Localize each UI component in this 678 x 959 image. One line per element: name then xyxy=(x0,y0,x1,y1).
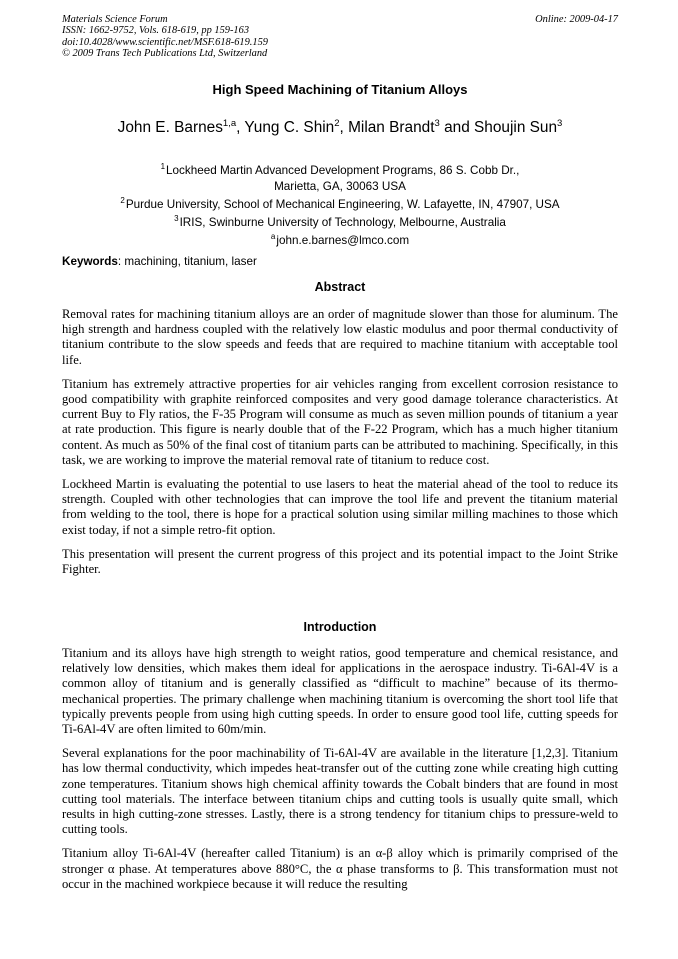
author-name: Yung C. Shin xyxy=(244,119,335,136)
introduction-paragraph: Titanium alloy Ti-6Al-4V (hereafter called Titanium) is an α-β alloy which is primarily comprised of the stronger α phase. At temperatures above 880°C, the α phase transforms to β. This transformation must not occur in the machined workpiece because it will reduce the resulting xyxy=(62,846,618,891)
author-name: Shoujin Sun xyxy=(474,119,558,136)
abstract-heading: Abstract xyxy=(314,280,366,294)
doi-line: doi:10.4028/www.scientific.net/MSF.618-619.159 xyxy=(62,36,268,48)
author-separator: , xyxy=(339,119,349,136)
affiliation-line xyxy=(62,215,618,231)
author-superscript: 1,a xyxy=(222,118,237,129)
keywords-value: : machining, titanium, laser xyxy=(117,255,257,268)
online-date: Online: 2009-04-17 xyxy=(535,14,618,25)
abstract-body xyxy=(62,307,618,586)
affiliation-line xyxy=(62,163,618,179)
affiliation-superscript: 1 xyxy=(160,162,166,171)
affiliation-text: Purdue University, School of Mechanical Engineering, W. Lafayette, IN, 47907, USA xyxy=(125,198,560,211)
copyright-line: © 2009 Trans Tech Publications Ltd, Switzerland xyxy=(62,48,268,60)
affiliation-line xyxy=(62,197,618,213)
affiliation-superscript: 3 xyxy=(174,214,179,223)
author-name: John E. Barnes xyxy=(117,119,223,136)
affiliation-line xyxy=(62,233,618,249)
author-list xyxy=(62,119,618,137)
abstract-paragraph: Lockheed Martin is evaluating the potential to use lasers to heat the material ahead of the tool to reduce its strength. Coupled with other technologies that can improve the tool life and prevent the titanium material from welding to the tool, there is hope for a practical solution using similar milling machines to those which exist today, if not a simple retro-fit option. xyxy=(62,477,618,537)
author-separator: and xyxy=(439,119,475,136)
email-text: john.e.barnes@lmco.com xyxy=(276,234,410,247)
affiliation-text: Marietta, GA, 30063 USA xyxy=(274,180,406,193)
affiliations xyxy=(62,163,618,249)
keywords-line xyxy=(62,255,618,268)
affiliation-superscript: a xyxy=(270,232,276,241)
author-superscript: 3 xyxy=(434,118,440,129)
keywords-label: Keywords xyxy=(62,255,118,268)
introduction-paragraph: Several explanations for the poor machinability of Ti-6Al-4V are available in the literature [1,2,3]. Titanium has low thermal conductivity, which impedes heat-transfer out of the cutting zone while creating high cutting zone temperatures. Titanium shows high chemical affinity towards the Cobalt binders that are found in most cutting tool materials. The interface between titanium chips and cutting tools is usually quite small, which results in high cutting-zone stresses. Lastly, there is a strong tendency for titanium chips to pressure-weld to cutting tools. xyxy=(62,746,618,837)
affiliation-text: Lockheed Martin Advanced Development Programs, 86 S. Cobb Dr., xyxy=(166,164,520,177)
affiliation-superscript: 2 xyxy=(120,196,125,205)
author-name: Milan Brandt xyxy=(348,119,435,136)
abstract-paragraph: Titanium has extremely attractive properties for air vehicles ranging from excellent corrosion resistance to good compatibility with graphite reinforced composites and very good damage tolerance characteristics. At current Buy to Fly ratios, the F-35 Program will consume as much as seven million pounds of titanium a year at rate production. This figure is nearly double that of the F-22 Program, which has a much higher titanium content. As much as 50% of the final cost of titanium parts can be attributed to machining. Specifically, in this task, we are working to improve the material removal rate of titanium to reduce cost. xyxy=(62,376,618,467)
introduction-body xyxy=(62,646,618,901)
abstract-paragraph: Removal rates for machining titanium alloys are an order of magnitude slower than those for aluminum. The high strength and hardness coupled with the relatively low elastic modulus and poor thermal conductivity of titanium contribute to the slow speeds and feeds that are required to machine titanium with acceptable tool life. xyxy=(62,307,618,367)
author-superscript: 2 xyxy=(334,118,340,129)
author-superscript: 3 xyxy=(557,118,563,129)
journal-header xyxy=(62,14,618,60)
introduction-paragraph: Titanium and its alloys have high strength to weight ratios, good temperature and chemical resistance, and relatively low densities, which makes them ideal for applications in the aerospace industry. Ti-6Al-4V is a common alloy of titanium and is generally classified as “difficult to machine” because of its thermo-mechanical properties. The primary challenge when machining titanium is overcoming the short tool life that typically prevents people from using high cutting speeds. In order to ensure good tool life, cutting speeds for Ti-6Al-4V are often limited to 60m/min. xyxy=(62,646,618,737)
paper-title: High Speed Machining of Titanium Alloys xyxy=(212,82,468,97)
affiliation-text: IRIS, Swinburne University of Technology, Melbourne, Australia xyxy=(179,216,506,229)
affiliation-line xyxy=(62,179,618,195)
author-separator: , xyxy=(236,119,245,136)
abstract-paragraph: This presentation will present the current progress of this project and its potential impact to the Joint Strike Fighter. xyxy=(62,546,618,577)
journal-name: Materials Science Forum xyxy=(62,14,168,25)
introduction-heading: Introduction xyxy=(303,620,377,634)
issn-line: ISSN: 1662-9752, Vols. 618-619, pp 159-163 xyxy=(62,25,250,37)
